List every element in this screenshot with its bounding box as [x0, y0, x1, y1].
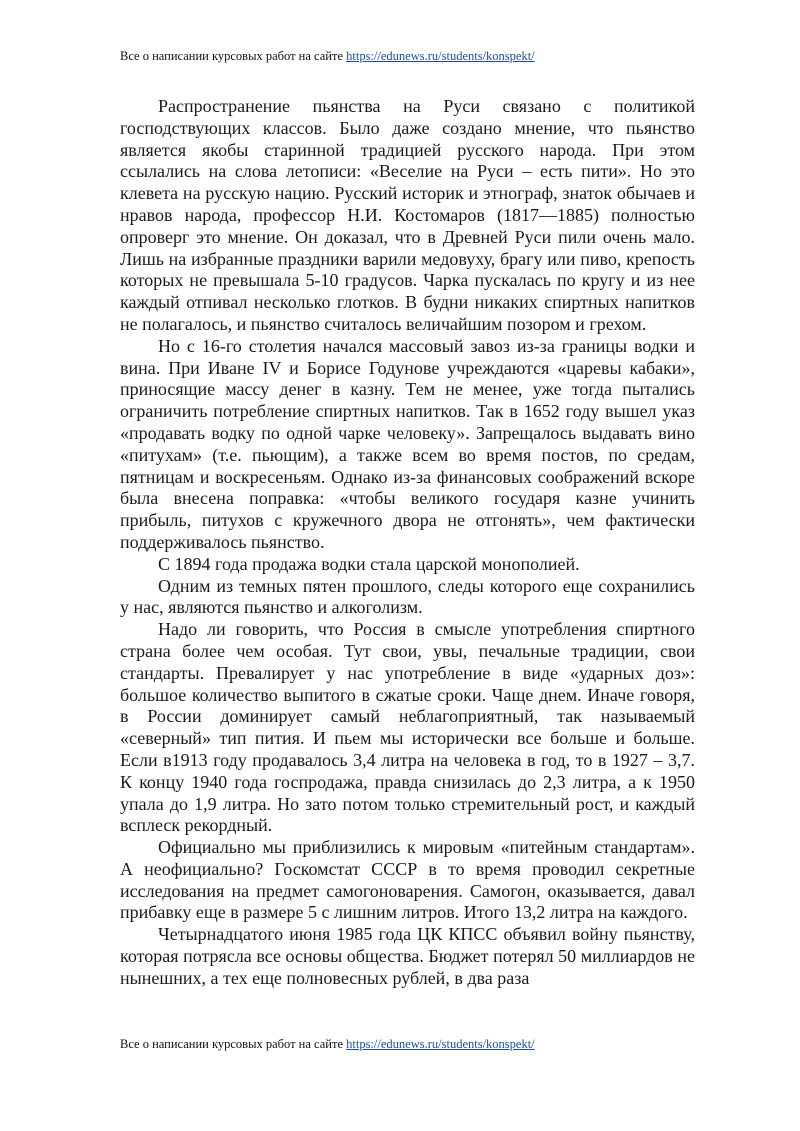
footer-link[interactable]: https://edunews.ru/students/konspekt/ [346, 1037, 535, 1051]
paragraph: Одним из темных пятен прошлого, следы которого еще сохранились у нас, являются пьянство и алкоголизм. [120, 575, 695, 618]
page-header [120, 48, 535, 64]
paragraph: Официально мы приблизились к мировым «питейным стандартам». А неофициально? Госкомстат СССР в то время проводил секретные исследования на предмет самогоноварения. Самогон, оказывается, давал прибавку еще в размере 5 с лишним литров. Итого 13,2 литра на каждого. [120, 837, 695, 923]
paragraph: Четырнадцатого июня 1985 года ЦК КПСС объявил войну пьянству, которая потрясла все основы общества. Бюджет потерял 50 миллиардов не нынешних, а тех еще полновесных рублей, в два раза [120, 924, 695, 988]
document-body [120, 96, 695, 990]
page-footer [120, 1036, 535, 1052]
paragraph: С 1894 года продажа водки стала царской монополией. [158, 553, 580, 574]
header-text: Все о написании курсовых работ на сайте [120, 49, 343, 63]
paragraph: Но с 16-го столетия начался массовый завоз из-за границы водки и вина. При Иване IV и Борисе Годунове учреждаются «царевы кабаки», приносящие массу денег в казну. Тем не менее, уже тогда пытались ограничить потребление спиртных напитков. Так в 1652 году вышел указ «продавать водку по одной чарке человеку». Запрещалось выдавать вино «питухам» (т.е. пьющим), а также всем во время постов, по средам, пятницам и воскресеньям. Однако из-за финансовых соображений вскоре была внесена поправка: «чтобы великого государя казне учинить прибыль, питухов с кружечного двора не отгонять», чем фактически поддерживалось пьянство. [120, 335, 695, 552]
header-link[interactable]: https://edunews.ru/students/konspekt/ [346, 49, 535, 63]
footer-text: Все о написании курсовых работ на сайте [120, 1037, 343, 1051]
paragraph: Распространение пьянства на Руси связано с политикой господствующих классов. Было даже создано мнение, что пьянство является якобы старинной традицией русского народа. При этом ссылались на слова летописи: «Веселие на Руси – есть пити». Но это клевета на русскую нацию. Русский историк и этнограф, знаток обычаев и нравов народа, профессор Н.И. Костомаров (1817—1885) полностью опроверг это мнение. Он доказал, что в Древней Руси пили очень мало. Лишь на избранные праздники варили медовуху, брагу или пиво, крепость которых не превышала 5-10 градусов. Чарка пускалась по кругу и из нее каждый отпивал несколько глотков. В будни никаких спиртных напитков не полагалось, и пьянство считалось величайшим позором и грехом. [120, 96, 695, 334]
paragraph: Надо ли говорить, что Россия в смысле употребления спиртного страна более чем особая. Тут свои, увы, печальные традиции, свои стандарты. Превалирует у нас употребление в виде «ударных доз»: большое количество выпитого в сжатые сроки. Чаще днем. Иначе говоря, в России доминирует самый неблагоприятный, так называемый «северный» тип пития. И пьем мы исторически все больше и больше. Если в1913 году продавалось 3,4 литра на человека в год, то в 1927 – 3,7. К концу 1940 года госпродажа, правда снизилась до 2,3 литра, а к 1950 упала до 1,9 литра. Но зато потом только стремительный рост, и каждый всплеск рекордный. [120, 619, 695, 836]
